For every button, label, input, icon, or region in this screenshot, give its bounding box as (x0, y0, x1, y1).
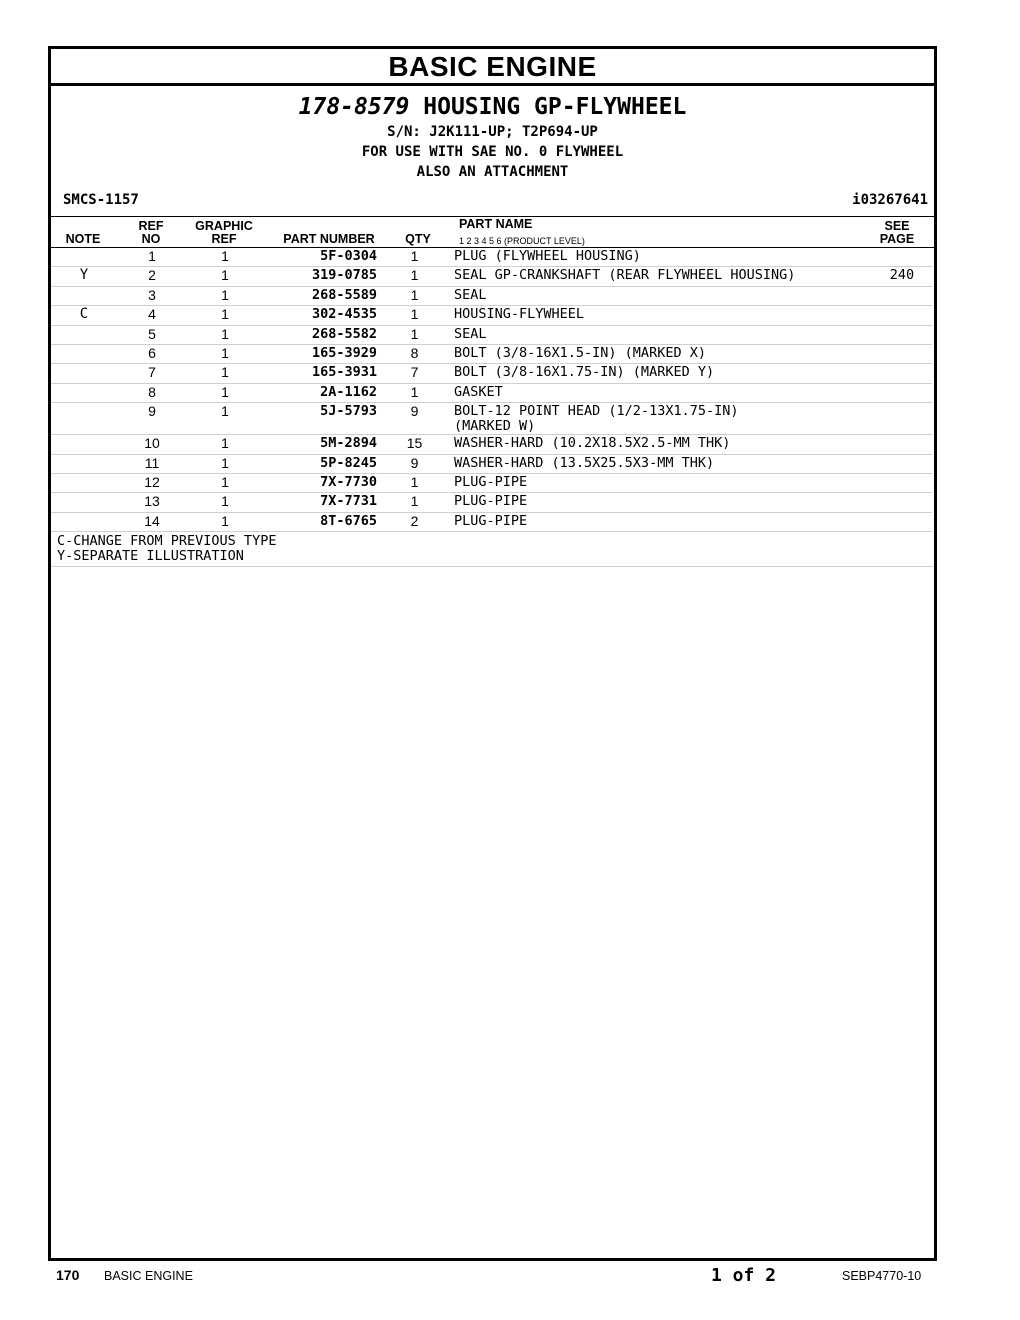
footer-section: BASIC ENGINE (104, 1269, 193, 1283)
illustration-id: i03267641 (852, 192, 928, 208)
row-part-name: HOUSING-FLYWHEEL (446, 306, 872, 325)
row-note (51, 403, 117, 435)
page-number: 170 (56, 1267, 80, 1283)
row-see-page (872, 383, 932, 402)
row-note (51, 248, 117, 267)
row-qty: 1 (383, 473, 446, 492)
row-qty: 1 (383, 493, 446, 512)
row-note (51, 344, 117, 363)
col-ref-no-line1: REF (138, 219, 164, 233)
row-ref-no: 11 (117, 454, 187, 473)
attachment-note: ALSO AN ATTACHMENT (416, 164, 569, 180)
col-part-number: PART NUMBER (283, 232, 375, 246)
row-graphic-ref: 1 (187, 364, 263, 383)
row-note: Y (51, 267, 117, 286)
row-qty: 1 (383, 325, 446, 344)
row-ref-no: 13 (117, 493, 187, 512)
col-ref-no-line2: NO (141, 232, 161, 246)
row-part-number: 7X-7730 (263, 473, 383, 492)
row-qty: 9 (383, 403, 446, 435)
row-part-name-line2: (MARKED W) (454, 418, 536, 435)
table-row (51, 403, 932, 435)
row-note (51, 493, 117, 512)
col-qty: QTY (405, 232, 431, 246)
row-part-number: 165-3929 (263, 344, 383, 363)
row-part-number: 2A-1162 (263, 383, 383, 402)
row-part-name: BOLT (3/8-16X1.5-IN) (MARKED X) (446, 344, 872, 363)
table-row (51, 512, 932, 531)
row-part-name: BOLT (3/8-16X1.75-IN) (MARKED Y) (446, 364, 872, 383)
row-part-name: SEAL (446, 286, 872, 305)
row-see-page (872, 493, 932, 512)
page-of: 1 of 2 (711, 1265, 777, 1286)
row-ref-no: 10 (117, 435, 187, 454)
row-note (51, 454, 117, 473)
row-see-page (872, 403, 932, 435)
group-title (51, 94, 934, 120)
row-note: C (51, 306, 117, 325)
row-see-page (872, 473, 932, 492)
row-qty: 1 (383, 248, 446, 267)
col-graphic-ref-line2: REF (211, 232, 237, 246)
row-graphic-ref: 1 (187, 435, 263, 454)
row-ref-no: 14 (117, 512, 187, 531)
row-part-name: WASHER-HARD (13.5X25.5X3-MM THK) (446, 454, 872, 473)
row-graphic-ref: 1 (187, 286, 263, 305)
row-see-page (872, 512, 932, 531)
notes-legend (51, 532, 934, 567)
col-graphic-ref-line1: GRAPHIC (195, 219, 253, 233)
serial-range: S/N: J2K111-UP; T2P694-UP (387, 124, 598, 140)
table-row (51, 435, 932, 454)
group-header (51, 86, 934, 217)
row-graphic-ref: 1 (187, 306, 263, 325)
row-note (51, 364, 117, 383)
row-part-number: 319-0785 (263, 267, 383, 286)
row-part-name: SEAL GP-CRANKSHAFT (REAR FLYWHEEL HOUSING) (446, 267, 872, 286)
row-part-number: 268-5589 (263, 286, 383, 305)
parts-table (51, 248, 932, 532)
row-note (51, 383, 117, 402)
row-part-name: SEAL (446, 325, 872, 344)
legend-separate: Y-SEPARATE ILLUSTRATION (57, 548, 244, 565)
row-see-page (872, 364, 932, 383)
col-note: NOTE (65, 232, 101, 246)
row-part-name: PLUG-PIPE (446, 473, 872, 492)
row-ref-no: 3 (117, 286, 187, 305)
row-qty: 1 (383, 267, 446, 286)
row-part-number: 268-5582 (263, 325, 383, 344)
row-ref-no: 12 (117, 473, 187, 492)
product-level-scale: 1 2 3 4 5 6 (PRODUCT LEVEL) (459, 236, 585, 246)
row-see-page (872, 344, 932, 363)
table-row (51, 454, 932, 473)
row-qty: 7 (383, 364, 446, 383)
row-graphic-ref: 1 (187, 403, 263, 435)
row-see-page (872, 435, 932, 454)
col-see-page-line2: PAGE (879, 232, 915, 246)
row-qty: 2 (383, 512, 446, 531)
table-row (51, 383, 932, 402)
row-note (51, 325, 117, 344)
row-qty: 1 (383, 306, 446, 325)
row-see-page (872, 306, 932, 325)
table-row (51, 267, 932, 286)
table-row (51, 248, 932, 267)
row-note (51, 473, 117, 492)
table-row (51, 306, 932, 325)
row-part-number: 5P-8245 (263, 454, 383, 473)
column-headers (51, 217, 934, 248)
row-see-page: 240 (872, 267, 932, 286)
row-see-page (872, 325, 932, 344)
row-ref-no: 2 (117, 267, 187, 286)
row-part-number: 5M-2894 (263, 435, 383, 454)
table-row (51, 286, 932, 305)
row-ref-no: 1 (117, 248, 187, 267)
row-qty: 1 (383, 383, 446, 402)
row-part-name: PLUG-PIPE (446, 493, 872, 512)
row-graphic-ref: 1 (187, 454, 263, 473)
section-banner: BASIC ENGINE (51, 49, 934, 86)
row-part-name: PLUG (FLYWHEEL HOUSING) (446, 248, 872, 267)
row-see-page (872, 286, 932, 305)
row-ref-no: 6 (117, 344, 187, 363)
page-frame (48, 46, 937, 1261)
row-part-number: 7X-7731 (263, 493, 383, 512)
row-ref-no: 7 (117, 364, 187, 383)
row-graphic-ref: 1 (187, 248, 263, 267)
row-ref-no: 8 (117, 383, 187, 402)
row-graphic-ref: 1 (187, 512, 263, 531)
row-part-name: GASKET (446, 383, 872, 402)
row-part-number: 5J-5793 (263, 403, 383, 435)
legend-change: C-CHANGE FROM PREVIOUS TYPE (57, 533, 277, 550)
row-qty: 8 (383, 344, 446, 363)
row-ref-no: 4 (117, 306, 187, 325)
row-see-page (872, 454, 932, 473)
table-row (51, 325, 932, 344)
row-graphic-ref: 1 (187, 325, 263, 344)
row-part-number: 165-3931 (263, 364, 383, 383)
row-graphic-ref: 1 (187, 473, 263, 492)
table-row (51, 493, 932, 512)
row-graphic-ref: 1 (187, 383, 263, 402)
row-qty: 9 (383, 454, 446, 473)
row-see-page (872, 248, 932, 267)
smcs-code: SMCS-1157 (63, 192, 139, 208)
row-part-number: 8T-6765 (263, 512, 383, 531)
row-part-name-line1: BOLT-12 POINT HEAD (1/2-13X1.75-IN) (454, 403, 739, 420)
row-note (51, 286, 117, 305)
row-graphic-ref: 1 (187, 267, 263, 286)
row-part-number: 302-4535 (263, 306, 383, 325)
table-row (51, 364, 932, 383)
row-part-name: WASHER-HARD (10.2X18.5X2.5-MM THK) (446, 435, 872, 454)
row-qty: 15 (383, 435, 446, 454)
row-ref-no: 5 (117, 325, 187, 344)
row-note (51, 435, 117, 454)
col-see-page-line1: SEE (884, 219, 910, 233)
row-part-name: PLUG-PIPE (446, 512, 872, 531)
row-graphic-ref: 1 (187, 344, 263, 363)
row-part-name (446, 403, 872, 435)
row-ref-no: 9 (117, 403, 187, 435)
group-part-number: 178-8579 (298, 94, 410, 120)
col-part-name: PART NAME (459, 217, 533, 231)
table-row (51, 344, 932, 363)
group-part-title: HOUSING GP-FLYWHEEL (423, 94, 687, 120)
table-row (51, 473, 932, 492)
row-graphic-ref: 1 (187, 493, 263, 512)
document-number: SEBP4770-10 (842, 1269, 922, 1283)
row-qty: 1 (383, 286, 446, 305)
row-note (51, 512, 117, 531)
use-with-note: FOR USE WITH SAE NO. 0 FLYWHEEL (361, 144, 624, 160)
page-footer (0, 1265, 1020, 1289)
row-part-number: 5F-0304 (263, 248, 383, 267)
